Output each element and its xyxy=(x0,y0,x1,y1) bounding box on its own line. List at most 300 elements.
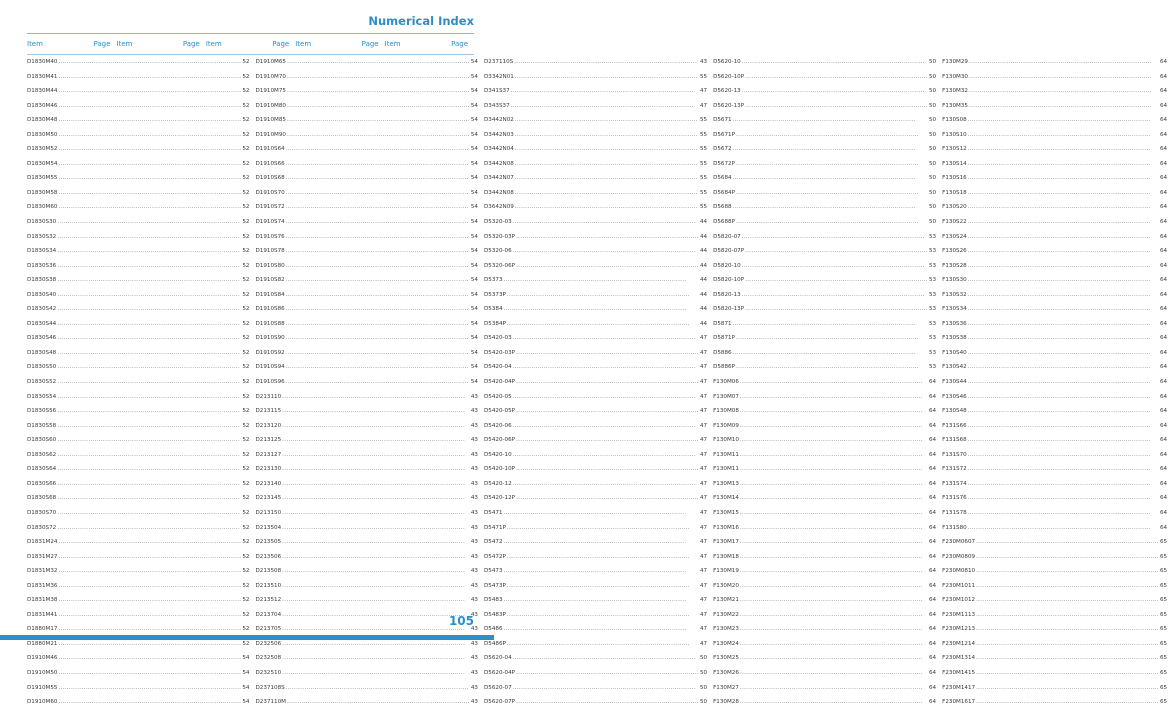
index-entry xyxy=(713,321,936,336)
index-entry xyxy=(484,539,707,554)
entry-page: 54 xyxy=(470,175,478,182)
index-column-3 xyxy=(484,59,713,714)
entry-item: D1830S54 xyxy=(27,393,57,400)
dot-leader xyxy=(57,481,241,487)
dot-leader xyxy=(282,437,470,443)
dot-leader xyxy=(286,292,470,298)
entry-page: 64 xyxy=(1159,466,1168,473)
dot-leader xyxy=(282,423,470,429)
entry-item: F130S18 xyxy=(942,189,967,196)
index-entry xyxy=(713,394,936,409)
entry-page: 55 xyxy=(699,204,708,211)
dot-leader xyxy=(515,175,699,181)
dot-leader xyxy=(740,583,928,589)
entry-page: 47 xyxy=(699,379,708,386)
dot-leader xyxy=(968,510,1159,516)
entry-item: F230M1415 xyxy=(942,669,976,676)
dot-leader xyxy=(968,175,1159,181)
entry-item: F130M29 xyxy=(942,59,968,65)
entry-item: F230M1012 xyxy=(942,597,976,604)
index-entry xyxy=(942,350,1167,365)
entry-item: D1910S92 xyxy=(255,349,285,356)
dot-leader xyxy=(504,597,699,603)
entry-item: D237110M xyxy=(255,699,286,706)
index-entry xyxy=(256,103,479,118)
entry-item: D1830S56 xyxy=(27,408,57,415)
entry-page: 44 xyxy=(699,291,708,298)
entry-item: D213120 xyxy=(255,422,282,429)
index-entry xyxy=(942,699,1167,714)
entry-item: D5688P xyxy=(713,219,735,226)
entry-item: D1910S88 xyxy=(255,320,285,327)
index-entry xyxy=(256,74,479,89)
entry-page: 43 xyxy=(470,466,478,473)
dot-leader xyxy=(57,525,241,531)
index-entry xyxy=(484,350,707,365)
dot-leader xyxy=(59,685,242,691)
index-entry xyxy=(27,292,250,307)
entry-item: D5820-10P xyxy=(713,277,745,284)
dot-leader xyxy=(742,292,928,298)
entry-item: D1910S78 xyxy=(255,248,285,255)
dot-leader xyxy=(733,204,928,210)
index-entry xyxy=(713,685,936,700)
entry-page: 55 xyxy=(699,146,708,153)
index-entry xyxy=(27,437,250,452)
entry-page: 50 xyxy=(929,146,937,153)
entry-item: F130S46 xyxy=(942,393,967,400)
dot-leader xyxy=(976,685,1159,691)
index-entry xyxy=(27,583,250,598)
dot-leader xyxy=(740,685,928,691)
entry-item: D5420-10P xyxy=(484,466,516,473)
dot-leader xyxy=(736,132,928,138)
index-entry xyxy=(713,510,936,525)
entry-item: D5886 xyxy=(713,349,732,356)
entry-item: D5373 xyxy=(484,277,503,284)
entry-page: 65 xyxy=(1159,699,1168,706)
entry-page: 47 xyxy=(699,393,708,400)
index-entry xyxy=(713,59,936,74)
index-entry xyxy=(713,190,936,205)
index-entry xyxy=(484,88,707,103)
entry-page: 43 xyxy=(470,509,478,516)
entry-item: F130S24 xyxy=(942,233,967,240)
entry-page: 64 xyxy=(1159,160,1168,167)
entry-page: 64 xyxy=(929,524,937,531)
entry-page: 47 xyxy=(699,466,708,473)
index-entry xyxy=(27,219,250,234)
entry-page: 52 xyxy=(242,320,250,327)
entry-page: 50 xyxy=(929,175,937,182)
entry-item: D5820-10 xyxy=(713,262,741,269)
dot-leader xyxy=(976,699,1159,705)
entry-item: D1830S42 xyxy=(27,306,57,313)
dot-leader xyxy=(745,248,928,254)
dot-leader xyxy=(740,597,928,603)
entry-page: 64 xyxy=(1159,73,1168,80)
entry-item: D1910S84 xyxy=(255,291,285,298)
entry-item: D5420-06P xyxy=(484,437,516,444)
entry-item: D5820-07 xyxy=(713,233,741,240)
entry-page: 50 xyxy=(699,684,708,691)
dot-leader xyxy=(745,74,928,80)
index-entry xyxy=(484,117,707,132)
index-entry xyxy=(256,670,479,685)
index-entry xyxy=(484,685,707,700)
index-entry xyxy=(713,554,936,569)
entry-page: 47 xyxy=(699,553,708,560)
entry-item: D5384 xyxy=(484,306,503,313)
entry-page: 50 xyxy=(929,73,937,80)
dot-leader xyxy=(740,670,928,676)
index-entry xyxy=(484,277,707,292)
entry-item: D5420-04 xyxy=(484,364,512,371)
dot-leader xyxy=(282,612,470,618)
dot-leader xyxy=(282,568,470,574)
entry-item: D1831M38 xyxy=(27,597,58,604)
dot-leader xyxy=(968,321,1159,327)
dot-leader xyxy=(59,59,242,65)
entry-page: 65 xyxy=(1159,640,1168,647)
entry-item: D232506 xyxy=(255,640,282,647)
entry-item: D213127 xyxy=(255,451,282,458)
entry-page: 52 xyxy=(242,189,250,196)
entry-item: D1830S50 xyxy=(27,364,57,371)
entry-page: 43 xyxy=(470,480,478,487)
entry-item: D1830M54 xyxy=(27,160,58,167)
index-entry xyxy=(256,452,479,467)
dot-leader xyxy=(286,379,470,385)
entry-item: D5473 xyxy=(484,568,503,575)
dot-leader xyxy=(59,568,242,574)
index-entry xyxy=(942,219,1167,234)
dot-leader xyxy=(59,74,242,80)
index-entry xyxy=(942,481,1167,496)
dot-leader xyxy=(968,335,1159,341)
dot-leader xyxy=(516,350,699,356)
dot-leader xyxy=(513,335,699,341)
entry-page: 64 xyxy=(1159,480,1168,487)
entry-item: F130M27 xyxy=(713,684,739,691)
dot-leader xyxy=(286,277,470,283)
dot-leader xyxy=(57,335,241,341)
entry-item: D5671P xyxy=(713,131,735,138)
index-entry xyxy=(484,597,707,612)
index-entry xyxy=(27,74,250,89)
dot-leader xyxy=(59,612,242,618)
dot-leader xyxy=(968,379,1159,385)
dot-leader xyxy=(57,306,241,312)
entry-item: F130S38 xyxy=(942,335,967,342)
dot-leader xyxy=(976,626,1159,632)
dot-leader xyxy=(968,364,1159,370)
index-entry xyxy=(27,364,250,379)
dot-leader xyxy=(740,394,928,400)
entry-item: D5684P xyxy=(713,189,735,196)
dot-leader xyxy=(740,423,928,429)
index-entry xyxy=(27,568,250,583)
entry-item: D5420-05P xyxy=(484,408,516,415)
item-header: Item xyxy=(116,40,133,48)
dot-leader xyxy=(516,234,699,240)
index-entry xyxy=(942,248,1167,263)
entry-item: D213506 xyxy=(255,553,282,560)
dot-leader xyxy=(515,204,699,210)
index-columns xyxy=(27,59,1168,714)
entry-item: F130M13 xyxy=(713,480,739,487)
entry-item: F130M18 xyxy=(713,553,739,560)
dot-leader xyxy=(968,204,1159,210)
index-entry xyxy=(484,364,707,379)
index-entry xyxy=(27,263,250,278)
entry-page: 44 xyxy=(699,277,708,284)
index-entry xyxy=(256,525,479,540)
entry-page: 64 xyxy=(1159,146,1168,153)
dot-leader xyxy=(513,655,699,661)
entry-page: 43 xyxy=(470,699,478,706)
entry-page: 64 xyxy=(1159,233,1168,240)
entry-item: D213150 xyxy=(255,509,282,516)
entry-page: 53 xyxy=(929,349,937,356)
dot-leader xyxy=(286,321,470,327)
entry-item: D5320-06 xyxy=(484,248,512,255)
dot-leader xyxy=(57,248,241,254)
index-entry xyxy=(713,423,936,438)
dot-leader xyxy=(740,554,928,560)
index-entry xyxy=(256,641,479,656)
dot-leader xyxy=(976,539,1159,545)
dot-leader xyxy=(976,612,1159,618)
entry-item: F130M17 xyxy=(713,539,739,546)
index-entry xyxy=(27,539,250,554)
entry-page: 50 xyxy=(929,88,937,95)
entry-item: D1910S94 xyxy=(255,364,285,371)
entry-page: 43 xyxy=(470,553,478,560)
entry-item: F130S12 xyxy=(942,146,967,153)
entry-page: 50 xyxy=(929,59,937,65)
dot-leader xyxy=(740,525,928,531)
entry-page: 65 xyxy=(1159,611,1168,618)
entry-item: D1830M41 xyxy=(27,73,58,80)
entry-page: 52 xyxy=(242,291,250,298)
entry-page: 52 xyxy=(242,437,250,444)
index-entry xyxy=(256,364,479,379)
dot-leader xyxy=(57,452,241,458)
entry-page: 53 xyxy=(929,248,937,255)
entry-item: F131S68 xyxy=(942,437,967,444)
entry-item: D1830S38 xyxy=(27,277,57,284)
entry-page: 43 xyxy=(470,611,478,618)
entry-page: 43 xyxy=(470,669,478,676)
entry-item: F130M16 xyxy=(713,524,739,531)
entry-page: 54 xyxy=(470,349,478,356)
index-entry xyxy=(27,321,250,336)
entry-page: 47 xyxy=(699,626,708,633)
entry-item: D5820-13P xyxy=(713,306,745,313)
entry-item: D5471 xyxy=(484,509,503,516)
dot-leader xyxy=(968,277,1159,283)
dot-leader xyxy=(59,655,242,661)
entry-item: D5320-03P xyxy=(484,233,516,240)
entry-item: F230M0607 xyxy=(942,539,976,546)
entry-page: 64 xyxy=(1159,393,1168,400)
dot-leader xyxy=(59,699,242,705)
entry-page: 52 xyxy=(242,335,250,342)
entry-page: 64 xyxy=(929,539,937,546)
entry-page: 52 xyxy=(242,466,250,473)
entry-page: 52 xyxy=(242,73,250,80)
dot-leader xyxy=(968,263,1159,269)
entry-item: D5320-06P xyxy=(484,262,516,269)
dot-leader xyxy=(507,525,699,531)
entry-page: 47 xyxy=(699,349,708,356)
dot-leader xyxy=(282,641,470,647)
dot-leader xyxy=(57,350,241,356)
entry-item: F131S80 xyxy=(942,524,967,531)
index-entry xyxy=(27,612,250,627)
entry-item: F130M11 xyxy=(713,466,739,473)
entry-item: D5472P xyxy=(484,553,506,560)
dot-leader xyxy=(513,685,699,691)
index-column-4 xyxy=(713,59,942,714)
entry-item: D5871P xyxy=(713,335,735,342)
entry-item: D1910S66 xyxy=(255,160,285,167)
index-entry xyxy=(484,335,707,350)
dot-leader xyxy=(57,437,241,443)
entry-page: 54 xyxy=(470,262,478,269)
index-entry xyxy=(27,699,250,714)
dot-leader xyxy=(513,481,699,487)
entry-page: 47 xyxy=(699,611,708,618)
index-entry xyxy=(942,103,1167,118)
entry-page: 65 xyxy=(1159,597,1168,604)
dot-leader xyxy=(282,554,470,560)
entry-page: 47 xyxy=(699,495,708,502)
index-entry xyxy=(942,74,1167,89)
entry-page: 43 xyxy=(699,59,708,65)
dot-leader xyxy=(59,132,242,138)
entry-page: 64 xyxy=(1159,248,1168,255)
index-entry xyxy=(484,670,707,685)
entry-page: 64 xyxy=(1159,437,1168,444)
entry-page: 43 xyxy=(470,655,478,662)
index-entry xyxy=(713,466,936,481)
index-entry xyxy=(713,248,936,263)
dot-leader xyxy=(286,234,470,240)
entry-page: 50 xyxy=(929,219,937,226)
entry-page: 55 xyxy=(699,73,708,80)
entry-page: 52 xyxy=(242,277,250,284)
entry-item: D1830S70 xyxy=(27,509,57,516)
index-entry xyxy=(942,554,1167,569)
dot-leader xyxy=(976,554,1159,560)
index-entry xyxy=(256,699,479,714)
dot-leader xyxy=(282,394,470,400)
entry-page: 64 xyxy=(1159,88,1168,95)
entry-item: D1880M17 xyxy=(27,626,58,633)
entry-item: D5620-10P xyxy=(713,73,745,80)
entry-item: F130M20 xyxy=(713,582,739,589)
entry-item: F130S08 xyxy=(942,117,967,124)
index-entry xyxy=(256,204,479,219)
dot-leader xyxy=(513,364,699,370)
index-entry xyxy=(942,408,1167,423)
entry-item: F130M09 xyxy=(713,422,739,429)
entry-item: D213145 xyxy=(255,495,282,502)
page-header: Page xyxy=(272,40,290,48)
dot-leader xyxy=(733,117,928,123)
index-entry xyxy=(942,321,1167,336)
dot-leader xyxy=(976,655,1159,661)
entry-item: D5620-04 xyxy=(484,655,512,662)
index-entry xyxy=(256,583,479,598)
index-entry xyxy=(484,74,707,89)
dot-leader xyxy=(59,597,242,603)
dot-leader xyxy=(515,74,699,80)
entry-page: 43 xyxy=(470,640,478,647)
index-entry xyxy=(942,437,1167,452)
dot-leader xyxy=(282,495,470,501)
entry-page: 64 xyxy=(929,699,937,706)
entry-item: D213115 xyxy=(255,408,282,415)
entry-item: D237108S xyxy=(255,684,285,691)
item-header: Item xyxy=(205,40,222,48)
entry-item: D1830S34 xyxy=(27,248,57,255)
index-entry xyxy=(713,175,936,190)
entry-page: 64 xyxy=(1159,451,1168,458)
index-entry xyxy=(713,597,936,612)
index-entry xyxy=(256,350,479,365)
entry-item: F230M1417 xyxy=(942,684,976,691)
index-entry xyxy=(713,437,936,452)
dot-leader xyxy=(282,481,470,487)
entry-page: 53 xyxy=(929,233,937,240)
dot-leader xyxy=(282,466,470,472)
entry-page: 50 xyxy=(929,102,937,109)
dot-leader xyxy=(745,277,928,283)
dot-leader xyxy=(286,350,470,356)
entry-item: D1830M44 xyxy=(27,88,58,95)
entry-page: 52 xyxy=(242,175,250,182)
index-entry xyxy=(942,277,1167,292)
dot-leader xyxy=(57,277,241,283)
index-entry xyxy=(27,379,250,394)
index-entry xyxy=(484,655,707,670)
index-entry xyxy=(942,132,1167,147)
page-header: Page xyxy=(451,40,469,48)
entry-item: D213510 xyxy=(255,582,282,589)
dot-leader xyxy=(742,88,928,94)
index-entry xyxy=(484,175,707,190)
entry-page: 47 xyxy=(699,408,708,415)
entry-item: D213130 xyxy=(255,466,282,473)
entry-page: 65 xyxy=(1159,568,1168,575)
entry-page: 47 xyxy=(699,335,708,342)
index-entry xyxy=(484,495,707,510)
index-entry xyxy=(713,204,936,219)
entry-item: D1910M65 xyxy=(255,59,286,65)
entry-page: 54 xyxy=(470,131,478,138)
entry-item: D343S37 xyxy=(484,102,510,109)
entry-page: 52 xyxy=(242,451,250,458)
entry-page: 47 xyxy=(699,102,708,109)
index-entry xyxy=(27,204,250,219)
dot-leader xyxy=(740,568,928,574)
index-entry xyxy=(713,670,936,685)
dot-leader xyxy=(286,306,470,312)
index-entry xyxy=(27,88,250,103)
